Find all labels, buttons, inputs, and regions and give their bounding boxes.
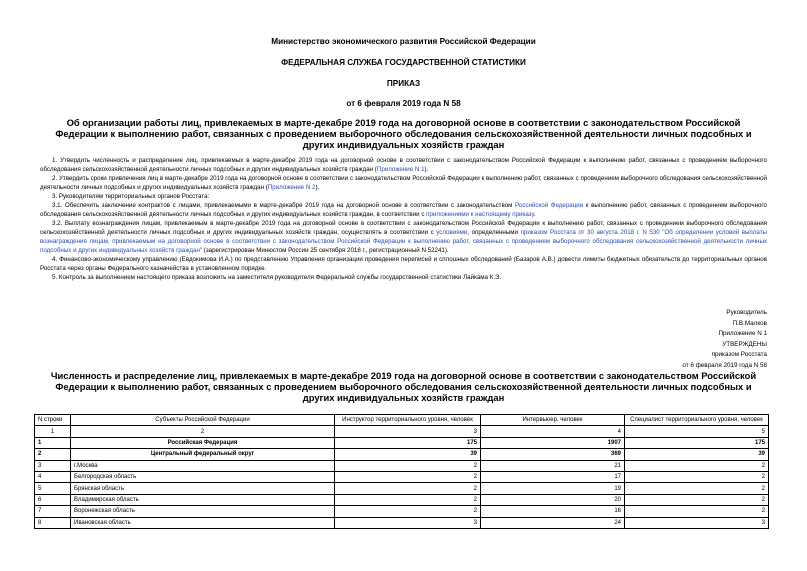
instructor-cell: 3: [335, 517, 481, 528]
col-specialist: Специалист территориального уровня, человек: [625, 415, 769, 426]
interviewer-cell: 16: [481, 506, 625, 517]
table-row: [35, 483, 769, 494]
specialist-cell: 2: [625, 494, 769, 505]
appendix-label: Приложение N 1: [718, 330, 767, 337]
paragraph-3-2: 3.2. Выплату вознаграждения лицам, привлекаемым в марте-декабре 2019 года на договорной основе в соответствии с законодательством Российской Федерации к выполнению работ, связанных с проведением выборочного обследования сельскохозяйственной деятельности личных подсобных и других индивидуальных хозяйств граждан, осуществлять в соответствии с условиями, определенными приказом Росстата от 30 августа 2018 г. N 530 "Об определении условий выплаты вознаграждения лицам, привлекаемым на договорной основе в соответствии с законодательством Российской Федерации к выполнению работ, связанных с проведением выборочного обследования сельскохозяйственной деятельности личных подсобных и других индивидуальных хозяйств граждан" (зарегистрирован Минюстом России 25 сентября 2018 г., регистрационный N 52241).: [40, 220, 767, 254]
subject-cell: Белгородская область: [71, 471, 335, 482]
subject-cell: Воронежская область: [71, 506, 335, 517]
table-row: [35, 471, 769, 482]
table-index-row: 1 2 3 4 5: [35, 426, 769, 437]
signature-role: Руководитель: [726, 309, 767, 316]
table-row: [35, 449, 769, 460]
ministry-heading: Министерство экономического развития Российской Федерации: [271, 37, 536, 46]
row-number-cell: 1: [35, 437, 71, 448]
row-number-cell: 6: [35, 494, 71, 505]
appendix-2-link[interactable]: Приложение N 2: [267, 184, 316, 191]
instructor-cell: 2: [335, 506, 481, 517]
interviewer-cell: 369: [481, 449, 625, 460]
row-number-cell: 3: [35, 460, 71, 471]
approved-by: приказом Росстата: [711, 351, 767, 358]
subject-cell: Брянская область: [71, 483, 335, 494]
order-530-link[interactable]: приказом Росстата от 30 августа 2018 г. N 530 "Об определении условий выплаты вознаграждения лицам, привлекаемым на договорной основе в соответствии с законодательством Российской Федерации к выполнению работ, связанных с проведением выборочного обследования сельскохозяйственной деятельности личных подсобных и других индивидуальных хозяйств граждан": [40, 229, 767, 254]
instructor-cell: 2: [335, 471, 481, 482]
subject-cell: г.Москва: [71, 460, 335, 471]
order-body: [40, 156, 767, 282]
subject-cell: Ивановская область: [71, 517, 335, 528]
paragraph-4: 4. Финансово-экономическому управлению (Евдокимова И.А.) по представлению Управления организации проведения переписей и сплошных обследований (Базаров А.В.) довести лимиты бюджетных обязательств до территориальных органов Росстата через органы Федерального казначейства в установленном порядке.: [40, 256, 767, 272]
subject-cell: Владимирская область: [71, 494, 335, 505]
paragraph-3: 3. Руководителям территориальных органов Росстата:: [52, 193, 210, 200]
specialist-cell: 2: [625, 506, 769, 517]
interviewer-cell: 17: [481, 471, 625, 482]
col-interviewer: Интервьюер, человек: [481, 415, 625, 426]
appendix-title: Численность и распределение лиц, привлекаемых в марте-декабре 2019 года на договорной основе в соответствии с законодательством Российской Федерации к выполнению работ, связанных с проведением выборочного обследования сельскохозяйственной деятельности личных подсобных и других индивидуальных хозяйств граждан: [50, 370, 757, 403]
distribution-table: [34, 414, 769, 529]
order-title: Об организации работы лиц, привлекаемых в марте-декабре 2019 года на договорной основе в соответствии с законодательством Российской Федерации к выполнению работ, связанных с проведением выборочного обследования сельскохозяйственной деятельности личных подсобных и других индивидуальных хозяйств граждан: [55, 117, 752, 150]
instructor-cell: 39: [335, 449, 481, 460]
table-row: [35, 437, 769, 448]
table-row: [35, 506, 769, 517]
instructor-cell: 175: [335, 437, 481, 448]
paragraph-2: 2. Утвердить сроки привлечения лиц в марте-декабре 2019 года на договорной основе в соответствии с законодательством Российской Федерации к выполнению работ, связанных с проведением выборочного обследования сельскохозяйственной деятельности личных подсобных и других индивидуальных хозяйств граждан (Приложение N 2).: [40, 175, 767, 191]
subject-cell: Центральный федеральный округ: [71, 449, 335, 460]
col-instructor: Инструктор территориального уровня, человек: [335, 415, 481, 426]
table-row: [35, 517, 769, 528]
row-number-cell: 2: [35, 449, 71, 460]
col-row-number: N строки: [35, 415, 71, 426]
doc-type-heading: ПРИКАЗ: [386, 79, 421, 88]
col-subject: Субъекты Российской Федерации: [71, 415, 335, 426]
rf-legislation-link[interactable]: Российской Федерации: [515, 202, 584, 209]
signature-block: [682, 308, 767, 371]
row-number-cell: 5: [35, 483, 71, 494]
instructor-cell: 2: [335, 483, 481, 494]
date-number: от 6 февраля 2019 года N 58: [346, 99, 461, 108]
subject-cell: Российская Федерация: [71, 437, 335, 448]
paragraph-3-1: 3.1. Обеспечить заключение контрактов с лицами, привлекаемыми в марте-декабре 2019 года на договорной основе в соответствии с законодательством Российской Федерации к выполнению работ, связанных с проведением выборочного обследования сельскохозяйственной деятельности личных подсобных и других индивидуальных хозяйств граждан, в соответствии с приложениями к настоящему приказу.: [40, 202, 767, 218]
row-number-cell: 8: [35, 517, 71, 528]
paragraph-5: 5. Контроль за выполнением настоящего приказа возложить на заместителя руководителя Федеральной службы государственной статистики Лайкама К.Э.: [52, 274, 502, 281]
interviewer-cell: 20: [481, 494, 625, 505]
interviewer-cell: 19: [481, 483, 625, 494]
specialist-cell: 2: [625, 483, 769, 494]
conditions-link[interactable]: условиями: [436, 229, 468, 236]
instructor-cell: 2: [335, 494, 481, 505]
specialist-cell: 39: [625, 449, 769, 460]
specialist-cell: 2: [625, 460, 769, 471]
row-number-cell: 4: [35, 471, 71, 482]
signature-name: П.В.Малков: [732, 319, 767, 327]
appendix-1-link[interactable]: Приложение N 1: [376, 166, 425, 173]
paragraph-1: 1. Утвердить численность и распределение лиц, привлекаемых в марте-декабре 2019 года на договорной основе в соответствии с законодательством Российской Федерации к выполнению работ, связанных с проведением выборочного обследования сельскохозяйственной деятельности личных подсобных и других индивидуальных хозяйств граждан (Приложение N 1).: [40, 157, 767, 173]
instructor-cell: 2: [335, 460, 481, 471]
specialist-cell: 2: [625, 471, 769, 482]
specialist-cell: 175: [625, 437, 769, 448]
appendices-link[interactable]: приложениями к настоящему приказу: [426, 211, 534, 218]
interviewer-cell: 1907: [481, 437, 625, 448]
table-row: [35, 460, 769, 471]
interviewer-cell: 21: [481, 460, 625, 471]
row-number-cell: 7: [35, 506, 71, 517]
interviewer-cell: 24: [481, 517, 625, 528]
approved-label: УТВЕРЖДЕНЫ: [722, 340, 767, 348]
table-body: [35, 437, 769, 528]
table-row: [35, 494, 769, 505]
approved-date: от 6 февраля 2019 года N 58: [682, 361, 767, 369]
service-heading: ФЕДЕРАЛЬНАЯ СЛУЖБА ГОСУДАРСТВЕННОЙ СТАТИСТИКИ: [281, 58, 526, 67]
specialist-cell: 3: [625, 517, 769, 528]
table-header-row: [35, 415, 769, 426]
